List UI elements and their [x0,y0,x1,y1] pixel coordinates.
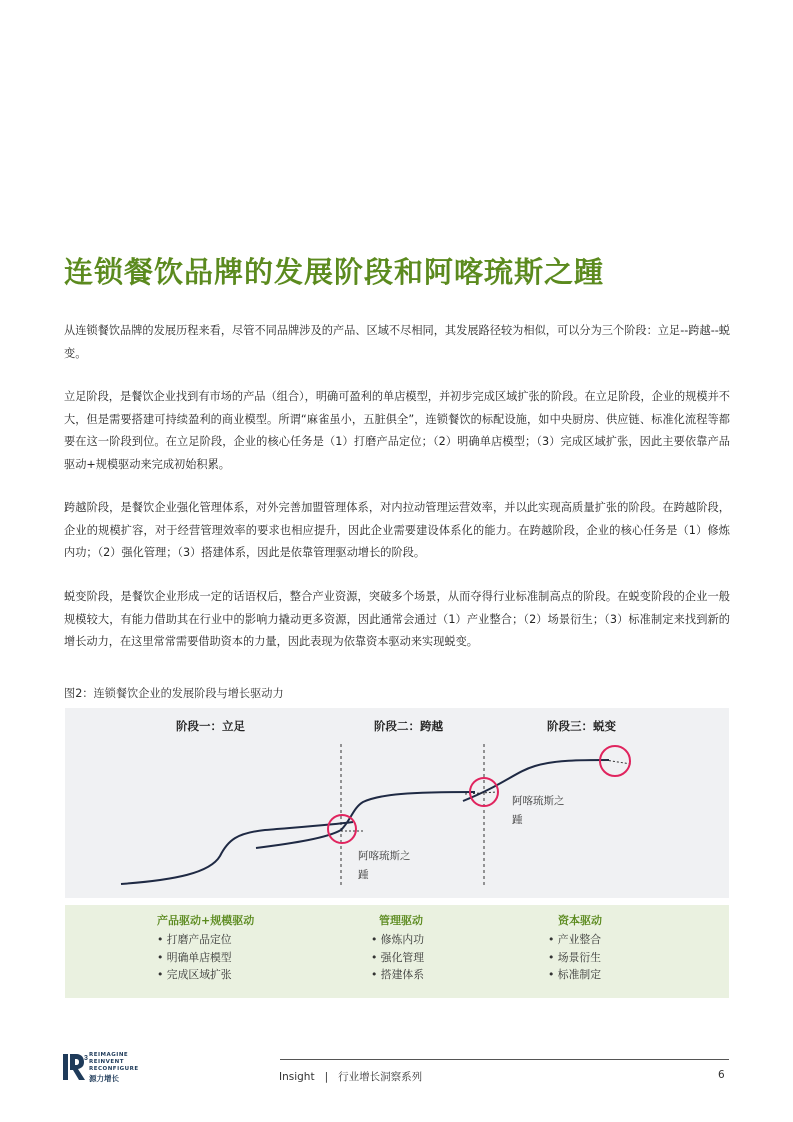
stage1-paragraph: 立足阶段，是餐饮企业找到有市场的产品（组合），明确可盈利的单店模型，并初步完成区域扩张的阶段。在立足阶段，企业的规模并不大，但是需要搭建可持续盈利的商业模型。所谓“麻雀虽小，五脏俱全”，连锁餐饮的标配设施，如中央厨房、供应链、标准化流程等都要在这一阶段到位。在立足阶段，企业的核心任务是（1）打磨产品定位；（2）明确单店模型；（3）完成区域扩张，因此主要依靠产品驱动+规模驱动来完成初始积累。 [64,390,730,471]
driver-title: 资本驱动 [558,914,602,927]
driver-item: • 场景衍生 [548,950,601,964]
stage-label-3: 阶段三：蜕变 [547,719,616,733]
driver-column-management [371,912,571,984]
growth-curve-1 [121,822,353,884]
driver-item: • 搭建体系 [371,968,424,981]
figure-caption: 图2：连锁餐饮企业的发展阶段与增长驱动力 [64,687,284,700]
growth-curve-2 [256,792,475,848]
logo-line: RECONFIGURE [89,1066,139,1072]
driver-title: 管理驱动 [379,914,423,927]
driver-item: • 完成区域扩张 [157,968,232,981]
driver-item: • 明确单店模型 [157,950,232,964]
driver-item: • 强化管理 [371,950,424,964]
r3-logo-icon [63,1052,89,1082]
driver-item: • 标准制定 [548,968,601,981]
driver-column-capital [548,912,748,984]
driver-item: • 产业整合 [548,933,601,946]
logo-chinese-name: 源力增长 [89,1074,119,1083]
logo-tagline [89,1052,139,1073]
driver-column-product-scale [157,912,357,984]
driver-item: • 修炼内功 [371,933,424,946]
driver-title: 产品驱动+规模驱动 [157,914,255,927]
footer-series-title: Insight | 行业增长洞察系列 [279,1071,423,1083]
page-title: 连锁餐饮品牌的发展阶段和阿喀琉斯之踵 [64,255,605,289]
stage-label-1: 阶段一：立足 [176,719,245,733]
stage2-paragraph: 跨越阶段，是餐饮企业强化管理体系，对外完善加盟管理体系，对内拉动管理运营效率，并以此实现高质量扩张的阶段。在跨越阶段，企业的规模扩容，对于经营管理效率的要求也相应提升，因此企业需要建设体系化的能力。在跨越阶段，企业的核心任务是（1）修炼内功；（2）强化管理；（3）搭建体系，因此是依靠管理驱动增长的阶段。 [64,501,730,559]
logo-line: REINVENT [89,1059,125,1065]
page-number: 6 [718,1069,725,1081]
brand-logo [63,1052,89,1086]
stage-label-2: 阶段二：跨越 [374,719,443,733]
stage3-paragraph: 蜕变阶段，是餐饮企业形成一定的话语权后，整合产业资源，突破多个场景，从而夺得行业标准制高点的阶段。在蜕变阶段的企业一般规模较大，有能力借助其在行业中的影响力撬动更多资源，因此通常会通过（1）产业整合；（2）场景衍生；（3）标准制定来找到新的增长动力，在这里常常需要借助资本的力量，因此表现为依靠资本驱动来实现蜕变。 [64,590,730,648]
footer-divider [280,1059,729,1060]
logo-line: REIMAGINE [89,1052,129,1058]
driver-item: • 打磨产品定位 [157,933,232,946]
svg-text:3: 3 [84,1055,88,1062]
achilles-annotation-1: 阿喀琉斯之踵 [358,850,411,881]
achilles-annotation-2: 阿喀琉斯之踵 [512,795,565,826]
intro-paragraph: 从连锁餐饮品牌的发展历程来看，尽管不同品牌涉及的产品、区域不尽相同，其发展路径较为相似，可以分为三个阶段：立足--跨越--蜕变。 [64,324,730,360]
